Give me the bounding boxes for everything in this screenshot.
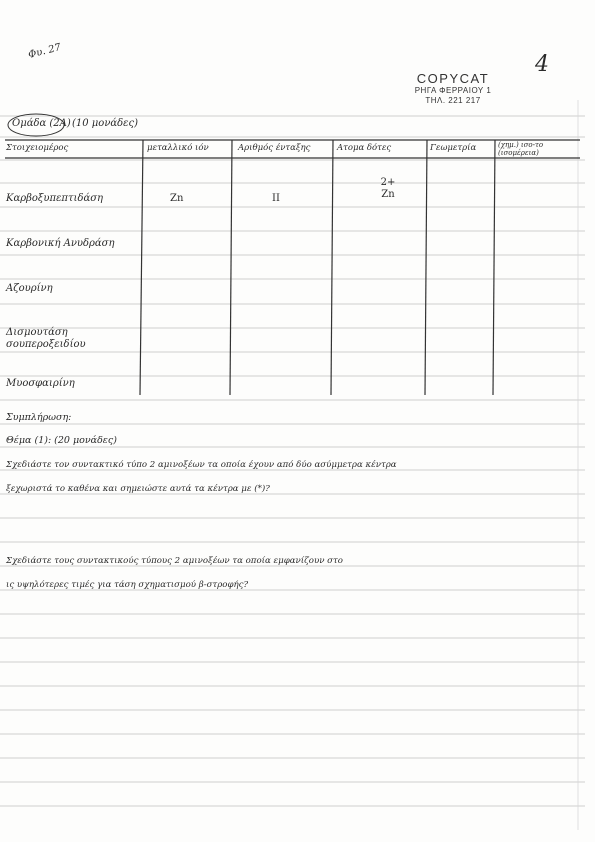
header-compound: Στοιχειομέρος: [6, 143, 69, 153]
stamp-phone: ΤΗΛ. 221 217: [425, 96, 481, 105]
row-label-superoxide-dismutase: Δισμουτάση σουπεροξειδίου: [6, 327, 86, 350]
cell-metal-carboxypeptidase: Zn: [170, 193, 184, 204]
header-coordination-number: Αριθμός ένταξης: [238, 143, 311, 153]
row-label-carboxypeptidase: Καρβοξυπεπτιδάση: [6, 193, 104, 204]
page-number: 4: [535, 52, 549, 77]
row-label-myoglobin: Μυοσφαιρίνη: [6, 378, 75, 389]
group-label: Ομάδα (2Α): [12, 118, 71, 129]
question-2-line-1: Σχεδιάστε τους συντακτικούς τύπους 2 αμινοξέων τα οποία εμφανίζουν στο: [6, 556, 343, 566]
exercise-points: (10 μονάδες): [72, 118, 139, 129]
part-title: Θέμα (1): (20 μονάδες): [6, 435, 117, 446]
header-isomerism: (χημ.) ισο-το (ισομέρεια): [498, 141, 544, 157]
copy-shop-stamp: [398, 72, 508, 106]
cell-donors-carboxypeptidase: 2+ Zn: [380, 177, 396, 200]
header-geometry: Γεωμετρία: [430, 143, 477, 153]
question-2-line-2: ις υψηλότερες τιμές για τάση σχηματισμού β-στροφής?: [6, 580, 249, 590]
header-donor-atoms: Ατομα δότες: [337, 143, 392, 153]
row-label-azurin: Αζουρίνη: [6, 283, 53, 294]
row-label-carbonic-anhydrase: Καρβονική Ανυδράση: [6, 238, 115, 249]
corner-mark: Φυ. 27: [27, 42, 63, 61]
stamp-street: ΡΗΓΑ ΦΕΡΡΑΙΟΥ 1: [414, 86, 492, 95]
cell-coord-carboxypeptidase: II: [272, 193, 280, 204]
header-metal-ion: μεταλλικό ιόν: [147, 143, 209, 153]
stamp-name: COPYCAT: [416, 71, 490, 86]
notes-heading: Συμπλήρωση:: [6, 412, 72, 423]
question-1-line-2: ξεχωριστά το καθένα και σημειώστε αυτά τα κέντρα με (*)?: [6, 484, 270, 494]
question-1-line-1: Σχεδιάστε τον συντακτικό τύπο 2 αμινοξέων τα οποία έχουν από δύο ασύμμετρα κέντρα: [6, 460, 397, 470]
